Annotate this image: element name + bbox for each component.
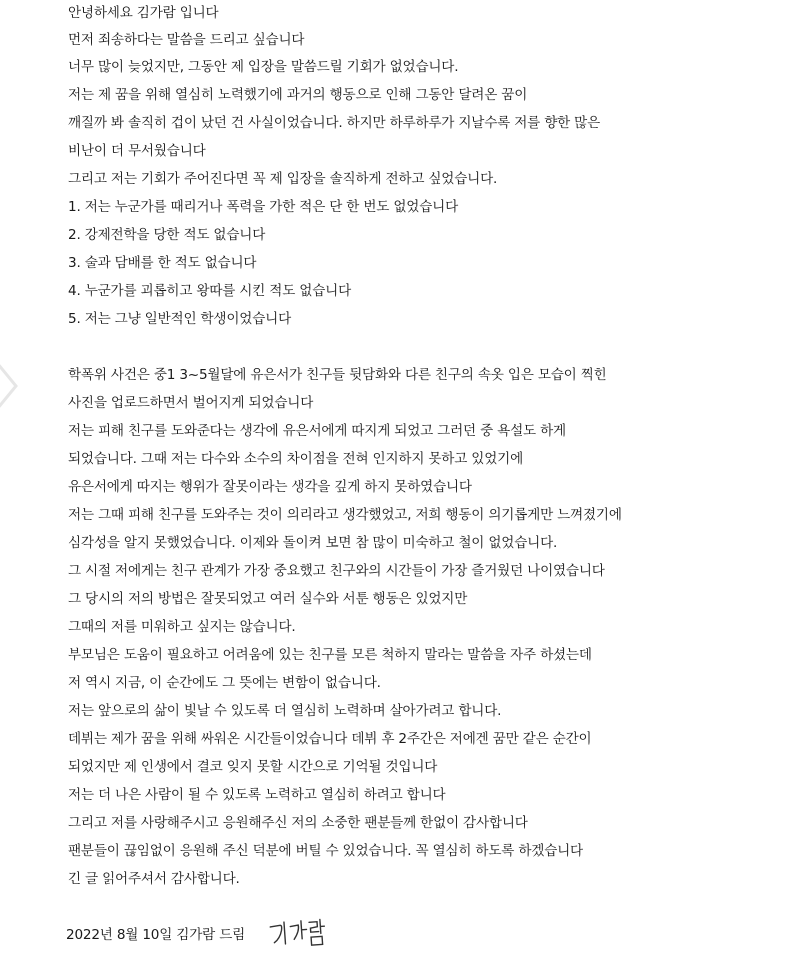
list-item: 3. 술과 담배를 한 적도 없습니다 — [68, 255, 257, 271]
letter-line: 비난이 더 무서웠습니다 — [68, 143, 206, 159]
letter-line: 되었습니다. 그때 저는 다수와 소수의 차이점을 전혀 인지하지 못하고 있었기에 — [68, 451, 524, 467]
letter-line: 유은서에게 따지는 행위가 잘못이라는 생각을 깊게 하지 못하였습니다 — [68, 479, 472, 495]
letter-line: 저는 제 꿈을 위해 열심히 노력했기에 과거의 행동으로 인해 그동안 달려온 꿈이 — [68, 87, 528, 103]
list-item: 2. 강제전학을 당한 적도 없습니다 — [68, 227, 266, 243]
letter-line: 먼저 죄송하다는 말씀을 드리고 싶습니다 — [68, 32, 305, 48]
list-item: 1. 저는 누군가를 때리거나 폭력을 가한 적은 단 한 번도 없었습니다 — [68, 199, 458, 215]
letter-line: 팬분들이 끊임없이 응원해 주신 덕분에 버틸 수 있었습니다. 꼭 열심히 하도록 하겠습니다 — [68, 843, 583, 859]
letter-line: 학폭위 사건은 중1 3~5월달에 유은서가 친구들 뒷담화와 다른 친구의 속옷 입은 모습이 찍힌 — [68, 367, 607, 383]
signature-scribble-icon — [267, 915, 331, 953]
list-item: 5. 저는 그냥 일반적인 학생이었습니다 — [68, 311, 292, 327]
letter-line: 그 시절 저에게는 친구 관계가 가장 중요했고 친구와의 시간들이 가장 즐거웠던 나이였습니다 — [68, 563, 605, 579]
letter-line: 데뷔는 제가 꿈을 위해 싸워온 시간들이었습니다 데뷔 후 2주간은 저에겐 꿈만 같은 순간이 — [68, 731, 592, 747]
letter-line: 부모님은 도움이 필요하고 어려움에 있는 친구를 모른 척하지 말라는 말씀을 자주 하셨는데 — [68, 647, 592, 663]
letter-line: 심각성을 알지 못했었습니다. 이제와 돌이켜 보면 참 많이 미숙하고 철이 없었습니다. — [68, 535, 558, 551]
letter-line: 저는 그때 피해 친구를 도와주는 것이 의리라고 생각했었고, 저희 행동이 의기롭게만 느껴졌기에 — [68, 507, 622, 523]
letter-signoff: 2022년 8월 10일 김가람 드림 — [66, 927, 246, 943]
letter-line: 그때의 저를 미워하고 싶지는 않습니다. — [68, 619, 296, 635]
letter-line: 되었지만 제 인생에서 결코 잊지 못할 시간으로 기억될 것입니다 — [68, 759, 438, 775]
list-item: 4. 누군가를 괴롭히고 왕따를 시킨 적도 없습니다 — [68, 283, 351, 299]
letter-line: 안녕하세요 김가람 입니다 — [68, 5, 219, 21]
letter-line: 저 역시 지금, 이 순간에도 그 뜻에는 변함이 없습니다. — [68, 675, 381, 691]
faint-watermark-icon — [0, 360, 24, 412]
letter-line: 그리고 저를 사랑해주시고 응원해주신 저의 소중한 팬분들께 한없이 감사합니다 — [68, 815, 528, 831]
letter-line: 저는 피해 친구를 도와준다는 생각에 유은서에게 따지게 되었고 그러던 중 욕설도 하게 — [68, 423, 566, 439]
letter-line: 긴 글 읽어주셔서 감사합니다. — [68, 871, 240, 887]
letter-line: 저는 더 나은 사람이 될 수 있도록 노력하고 열심히 하려고 합니다 — [68, 787, 446, 803]
letter-line: 사진을 업로드하면서 벌어지게 되었습니다 — [68, 395, 314, 411]
letter-line: 그리고 저는 기회가 주어진다면 꼭 제 입장을 솔직하게 전하고 싶었습니다. — [68, 171, 498, 187]
letter-line: 너무 많이 늦었지만, 그동안 제 입장을 말씀드릴 기회가 없었습니다. — [68, 59, 459, 75]
letter-line: 그 당시의 저의 방법은 잘못되었고 여러 실수와 서툰 행동은 있었지만 — [68, 591, 468, 607]
letter-line: 깨질까 봐 솔직히 겁이 났던 건 사실이었습니다. 하지만 하루하루가 지날수록 저를 향한 많은 — [68, 115, 601, 131]
handwritten-signature — [267, 915, 332, 958]
letter-line: 저는 앞으로의 삶이 빛날 수 있도록 더 열심히 노력하며 살아가려고 합니다. — [68, 703, 502, 719]
